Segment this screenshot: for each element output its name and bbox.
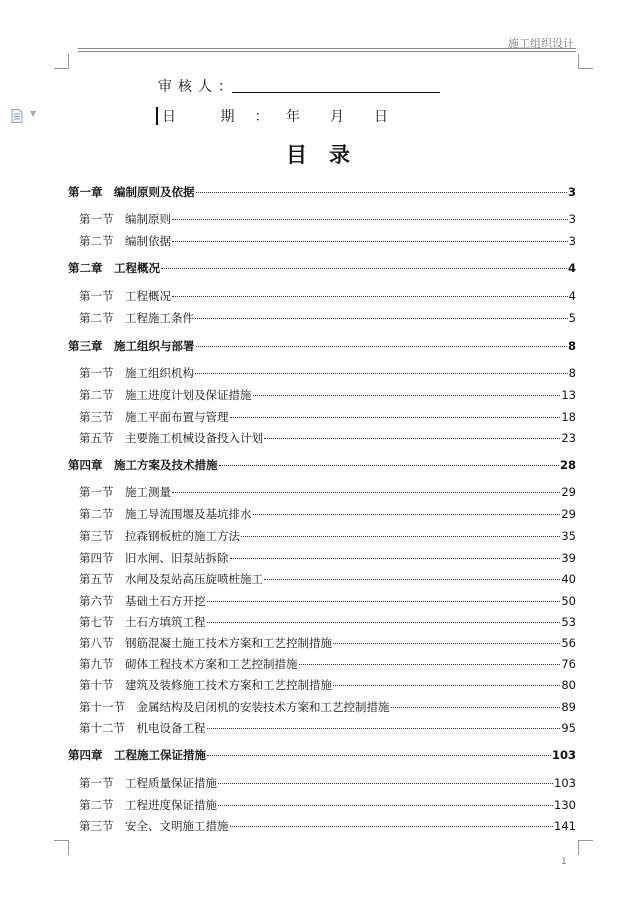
toc-entry-label: 第四章 施工方案及技术措施 [68, 458, 218, 472]
toc-entry-label: 第二节 工程施工条件 [79, 311, 194, 325]
toc-section-entry[interactable] [79, 288, 576, 304]
toc-entry-label: 第二节 编制依据 [79, 234, 171, 248]
toc-entry-label: 第七节 土石方填筑工程 [79, 615, 206, 629]
toc-page-number: 4 [567, 261, 576, 275]
toc-entry-label: 第四章 工程施工保证措施 [68, 748, 206, 762]
toc-page-number: 8 [568, 366, 576, 380]
header-rule-double [78, 51, 576, 52]
toc-dot-leader [207, 601, 561, 602]
toc-entry-label: 第一节 编制原则 [79, 212, 171, 226]
toc-page-number: 3 [567, 185, 576, 199]
toc-page-number: 53 [561, 615, 576, 629]
toc-dot-leader [207, 755, 551, 756]
toc-dot-leader [230, 558, 561, 559]
toc-dot-leader [253, 395, 561, 396]
toc-dot-leader [219, 465, 559, 466]
toc-entry-label: 第一节 施工组织机构 [79, 366, 194, 380]
toc-entry-label: 第三节 安全、文明施工措施 [79, 819, 229, 833]
toc-dot-leader [253, 514, 561, 515]
toc-section-entry[interactable] [79, 656, 576, 672]
toc-dot-leader [172, 492, 560, 493]
toc-chapter-entry[interactable] [68, 457, 576, 473]
toc-page-number: 103 [551, 748, 576, 762]
toc-entry-label: 第十一节 金属结构及启闭机的安装技术方案和工艺控制措施 [79, 700, 390, 714]
toc-page-number: 141 [554, 819, 576, 833]
toc-entry-label: 第一章 编制原则及依据 [68, 185, 195, 199]
crop-mark-top-left [54, 54, 69, 69]
toc-dot-leader [161, 268, 567, 269]
toc-entry-label: 第五节 主要施工机械设备投入计划 [79, 431, 263, 445]
toc-entry-label: 第三节 拉森钢板桩的施工方法 [79, 529, 240, 543]
toc-page-number: 80 [561, 678, 576, 692]
toc-entry-label: 第八节 钢筋混凝土施工技术方案和工艺控制措施 [79, 636, 332, 650]
toc-entry-label: 第二节 工程进度保证措施 [79, 798, 217, 812]
toc-entry-label: 第五节 水闸及泵站高压旋喷桩施工 [79, 572, 263, 586]
date-day-label: 日 [374, 109, 388, 125]
toc-dot-leader [230, 826, 554, 827]
toc-chapter-entry[interactable] [68, 184, 576, 200]
toc-dot-leader [207, 622, 561, 623]
toc-entry-label: 第二节 施工进度计划及保证措施 [79, 388, 252, 402]
toc-section-entry[interactable] [79, 387, 576, 403]
toc-entry-label: 第三节 施工平面布置与管理 [79, 410, 229, 424]
toc-dot-leader [264, 438, 560, 439]
toc-page-number: 23 [561, 431, 576, 445]
toc-page-number: 130 [554, 798, 576, 812]
toc-page-number: 28 [559, 458, 576, 472]
toc-section-entry[interactable] [79, 699, 576, 715]
toc-section-entry[interactable] [79, 635, 576, 651]
toc-section-entry[interactable] [79, 484, 576, 500]
toc-chapter-entry[interactable] [68, 260, 576, 276]
toc-page-number: 3 [568, 212, 576, 226]
toc-dot-leader [207, 728, 561, 729]
toc-chapter-entry[interactable] [68, 338, 576, 354]
page-header-text: 施工组织设计 [508, 37, 574, 50]
toc-entry-label: 第四节 旧水闸、旧泵站拆除 [79, 551, 229, 565]
toc-section-entry[interactable] [79, 430, 576, 446]
toc-entry-label: 第一节 工程概况 [79, 289, 171, 303]
toc-page-number: 29 [561, 507, 576, 521]
toc-dot-leader [195, 373, 568, 374]
toc-section-entry[interactable] [79, 528, 576, 544]
toc-entry-label: 第一节 施工测量 [79, 485, 171, 499]
toc-section-entry[interactable] [79, 310, 576, 326]
toc-dot-leader [218, 805, 553, 806]
toc-page-number: 29 [561, 485, 576, 499]
toc-dot-leader [218, 783, 553, 784]
toc-page-number: 5 [568, 311, 576, 325]
toc-section-entry[interactable] [79, 409, 576, 425]
reviewer-label: 审核人： [158, 79, 238, 95]
toc-dot-leader [196, 192, 567, 193]
toc-section-entry[interactable] [79, 365, 576, 381]
toc-section-entry[interactable] [79, 593, 576, 609]
toc-page-number: 50 [561, 594, 576, 608]
toc-section-entry[interactable] [79, 775, 576, 791]
toc-entry-label: 第三章 施工组织与部署 [68, 339, 195, 353]
toc-section-entry[interactable] [79, 211, 576, 227]
toc-page-number: 4 [568, 289, 576, 303]
toc-page-number: 8 [567, 339, 576, 353]
toc-chapter-entry[interactable] [68, 747, 576, 763]
toc-entry-label: 第二章 工程概况 [68, 261, 160, 275]
toc-page-number: 13 [561, 388, 576, 402]
toc-dot-leader [391, 707, 561, 708]
text-cursor [156, 107, 158, 125]
toc-page-number: 3 [568, 234, 576, 248]
toc-section-entry[interactable] [79, 614, 576, 630]
toc-section-entry[interactable] [79, 571, 576, 587]
toc-page-number: 56 [561, 636, 576, 650]
toc-section-entry[interactable] [79, 797, 576, 813]
toc-entry-label: 第六节 基础土石方开挖 [79, 594, 206, 608]
toc-section-entry[interactable] [79, 818, 576, 834]
toc-section-entry[interactable] [79, 677, 576, 693]
reviewer-signature-line [232, 92, 440, 93]
crop-mark-bottom-left [54, 840, 69, 855]
toc-dot-leader [195, 318, 568, 319]
date-label: 日 期： [162, 109, 289, 125]
toc-dot-leader [333, 685, 560, 686]
document-icon[interactable] [11, 109, 23, 123]
toc-page-number: 103 [554, 776, 576, 790]
crop-mark-bottom-right [578, 840, 593, 855]
crop-mark-top-right [578, 54, 593, 69]
toc-entry-label: 第十节 建筑及装修施工技术方案和工艺控制措施 [79, 678, 332, 692]
toc-section-entry[interactable] [79, 550, 576, 566]
toc-page-number: 35 [561, 529, 576, 543]
toc-section-entry[interactable] [79, 233, 576, 249]
toc-page-number: 89 [561, 700, 576, 714]
dropdown-arrow-icon[interactable]: ▼ [30, 109, 37, 118]
toc-dot-leader [172, 241, 568, 242]
toc-page-number: 40 [561, 572, 576, 586]
toc-dot-leader [196, 346, 567, 347]
toc-dot-leader [241, 536, 560, 537]
toc-title: 目录 [286, 142, 372, 167]
toc-dot-leader [333, 643, 560, 644]
footer-page-number: 1 [561, 857, 567, 867]
header-rule [78, 48, 576, 49]
toc-page-number: 39 [561, 551, 576, 565]
toc-dot-leader [264, 579, 560, 580]
toc-entry-label: 第二节 施工导流围堰及基坑排水 [79, 507, 252, 521]
toc-page-number: 18 [561, 410, 576, 424]
toc-dot-leader [299, 664, 561, 665]
toc-entry-label: 第九节 砌体工程技术方案和工艺控制措施 [79, 657, 298, 671]
toc-page-number: 76 [561, 657, 576, 671]
toc-section-entry[interactable] [79, 720, 576, 736]
toc-page-number: 95 [561, 721, 576, 735]
toc-entry-label: 第十二节 机电设备工程 [79, 721, 206, 735]
toc-dot-leader [230, 417, 561, 418]
toc-entry-label: 第一节 工程质量保证措施 [79, 776, 217, 790]
date-month-label: 月 [330, 109, 344, 125]
toc-dot-leader [172, 296, 568, 297]
toc-section-entry[interactable] [79, 506, 576, 522]
toc-dot-leader [172, 219, 568, 220]
date-year-label: 年 [286, 109, 300, 125]
